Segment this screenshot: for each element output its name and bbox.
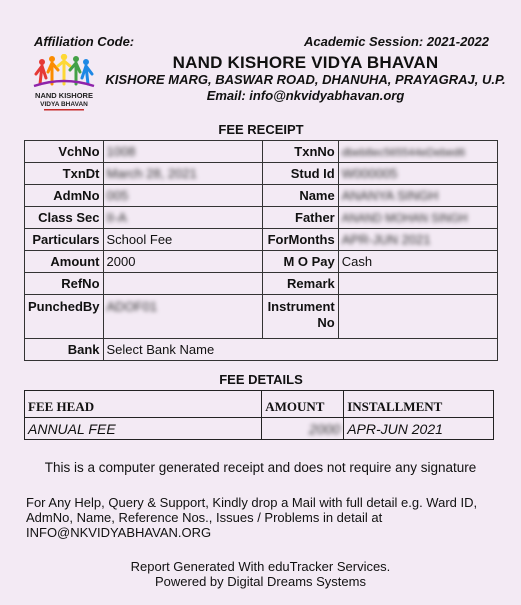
logo-line2: VIDYA BHAVAN — [40, 101, 88, 108]
fee-receipt-table — [24, 140, 498, 361]
father-label: Father — [262, 207, 338, 229]
school-name: NAND KISHORE VIDYA BHAVAN — [172, 53, 439, 72]
vchno-value: 1008 — [103, 141, 262, 163]
remark-value — [338, 273, 497, 295]
punchedby-label: PunchedBy — [25, 295, 104, 339]
instrument-no-value — [338, 295, 497, 339]
particulars-value: School Fee — [103, 229, 262, 251]
receipt-row — [25, 163, 498, 185]
amount-value: 2000 — [103, 251, 262, 273]
help-text: For Any Help, Query & Support, Kindly drop a Mail with full detail e.g. Ward ID, AdmNo, Name, Reference Nos., Issues / Problems in detail at INFO@NKVIDYABHAVAN.ORG — [26, 495, 478, 540]
particulars-label: Particulars — [25, 229, 104, 251]
amount-cell: 2000 — [262, 418, 344, 440]
txnno-value: dbeb8ec565544eDebed6 — [338, 141, 497, 163]
logo-line1: NAND KISHORE — [35, 91, 93, 100]
installment-column: INSTALLMENT — [344, 391, 494, 418]
receipt-row — [25, 251, 498, 273]
fee-head-column: FEE HEAD — [25, 391, 262, 418]
academic-session: Academic Session: 2021-2022 — [304, 34, 489, 49]
txnno-label: TxnNo — [262, 141, 338, 163]
mo-pay-label: M O Pay — [262, 251, 338, 273]
footer-generated-by: Report Generated With eduTracker Services. — [130, 559, 391, 574]
receipt-row — [25, 207, 498, 229]
vchno-label: VchNo — [25, 141, 104, 163]
refno-value — [103, 273, 262, 295]
computer-generated-note: This is a computer generated receipt and does not require any signature — [44, 460, 477, 475]
stud-id-value: W000005 — [338, 163, 497, 185]
formonths-label: ForMonths — [262, 229, 338, 251]
receipt-row — [25, 273, 498, 295]
remark-label: Remark — [262, 273, 338, 295]
mo-pay-value: Cash — [338, 251, 497, 273]
admno-value: 005 — [103, 185, 262, 207]
name-label: Name — [262, 185, 338, 207]
name-value: ANANYA SINGH — [338, 185, 497, 207]
affiliation-code-label: Affiliation Code: — [34, 34, 135, 49]
school-address: KISHORE MARG, BASWAR ROAD, DHANUHA, PRAYAGRAJ, U.P. — [105, 72, 506, 87]
bank-label: Bank — [25, 339, 104, 361]
footer-powered-by: Powered by Digital Dreams Systems — [155, 574, 366, 589]
receipt-row — [25, 339, 498, 361]
fee-details-title: FEE DETAILS — [219, 372, 303, 387]
punchedby-value: ADOF01 — [103, 295, 262, 339]
instrument-no-label: Instrument No — [262, 295, 338, 339]
formonths-value: APR-JUN 2021 — [338, 229, 497, 251]
fee-details-table — [24, 390, 494, 440]
fee-head-cell: ANNUAL FEE — [25, 418, 262, 440]
receipt-row — [25, 185, 498, 207]
stud-id-label: Stud Id — [262, 163, 338, 185]
admno-label: AdmNo — [25, 185, 104, 207]
refno-label: RefNo — [25, 273, 104, 295]
fee-receipt-title: FEE RECEIPT — [218, 122, 304, 137]
amount-column: AMOUNT — [262, 391, 344, 418]
class-sec-value: II-A — [103, 207, 262, 229]
txndt-value: March 28, 2021 — [103, 163, 262, 185]
school-email: Email: info@nkvidyabhavan.org — [206, 88, 405, 103]
receipt-row — [25, 295, 498, 339]
receipt-row — [25, 229, 498, 251]
txndt-label: TxnDt — [25, 163, 104, 185]
bank-value: Select Bank Name — [103, 339, 497, 361]
receipt-row — [25, 141, 498, 163]
fee-details-header-row — [25, 391, 494, 418]
father-value: ANAND MOHAN SINGH — [338, 207, 497, 229]
amount-label: Amount — [25, 251, 104, 273]
installment-cell: APR-JUN 2021 — [344, 418, 494, 440]
table-row — [25, 418, 494, 440]
class-sec-label: Class Sec — [25, 207, 104, 229]
